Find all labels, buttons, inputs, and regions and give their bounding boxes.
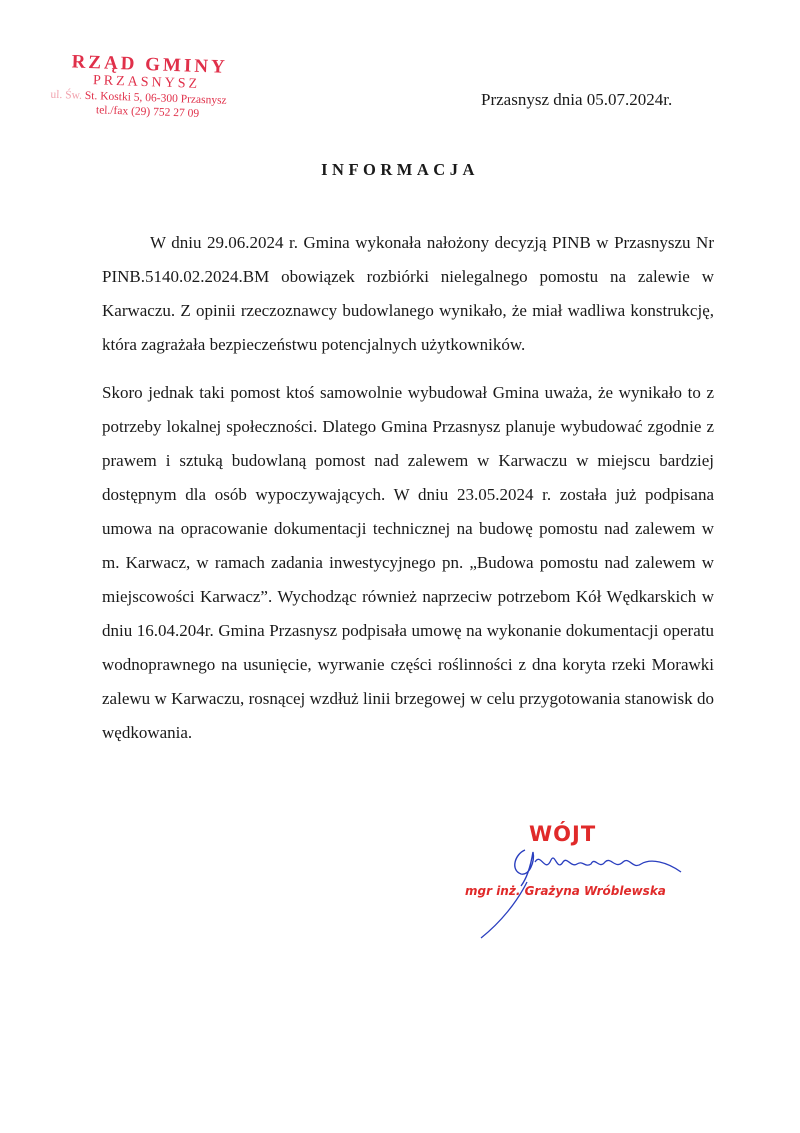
paragraph-2: Skoro jednak taki pomost ktoś samowolnie wybudował Gmina uważa, że wynikało to z potrzeby lokalnej społeczności. Dlatego Gmina Przasnysz planuje wybudować zgodnie z prawem i sztuką budowlaną pomost nad zalewem w Karwaczu w miejscu bardziej dostępnym dla osób wypoczywających. W dniu 23.05.2024 r. została już podpisana umowa na opracowanie dokumentacji technicznej na budowę pomostu nad zalewem w m. Karwacz, w ramach zadania inwestycyjnego pn. „Budowa pomostu nad zalewem w miejscowości Karwacz”. Wychodząc również naprzeciw potrzebom Kół Wędkarskich w dniu 16.04.204r. Gmina Przasnysz podpisała umowę na wykonanie dokumentacji operatu wodnoprawnego na usunięcie, wyrwanie części roślinności z dna koryta rzeki Morawki zalewu w Karwaczu, rosnącej wzdłuż linii brzegowej w celu przygotowania stanowisk do wędkowania. <box>102 383 714 742</box>
signature-block <box>455 822 715 942</box>
signatory-name: mgr inż. Grażyna Wróblewska <box>465 884 666 898</box>
office-stamp <box>50 51 280 124</box>
handwritten-signature-icon <box>455 822 715 942</box>
stamp-phone: tel./fax (29) 752 27 09 <box>95 104 200 120</box>
document-date: Przasnysz dnia 05.07.2024r. <box>481 90 673 109</box>
stamp-office-name: RZĄD GMINY <box>71 51 229 78</box>
stamp-address-prefix: ul. Św. <box>50 88 83 102</box>
document-body <box>102 226 714 750</box>
signature-role: WÓJT <box>529 822 597 846</box>
document-title: INFORMACJA <box>321 160 479 179</box>
paragraph-1: W dniu 29.06.2024 r. Gmina wykonała nałożony decyzją PINB w Przasnyszu Nr PINB.5140.02.2024.BM obowiązek rozbiórki nielegalnego pomostu na zalewie w Karwaczu. Z opinii rzeczoznawcy budowlanego wynikało, że miał wadliwa konstrukcję, która zagrażała bezpieczeństwu potencjalnych użytkowników. <box>102 233 714 354</box>
stamp-address-main: St. Kostki 5, 06-300 Przasnysz <box>84 89 227 107</box>
stamp-town: PRZASNYSZ <box>92 73 201 92</box>
